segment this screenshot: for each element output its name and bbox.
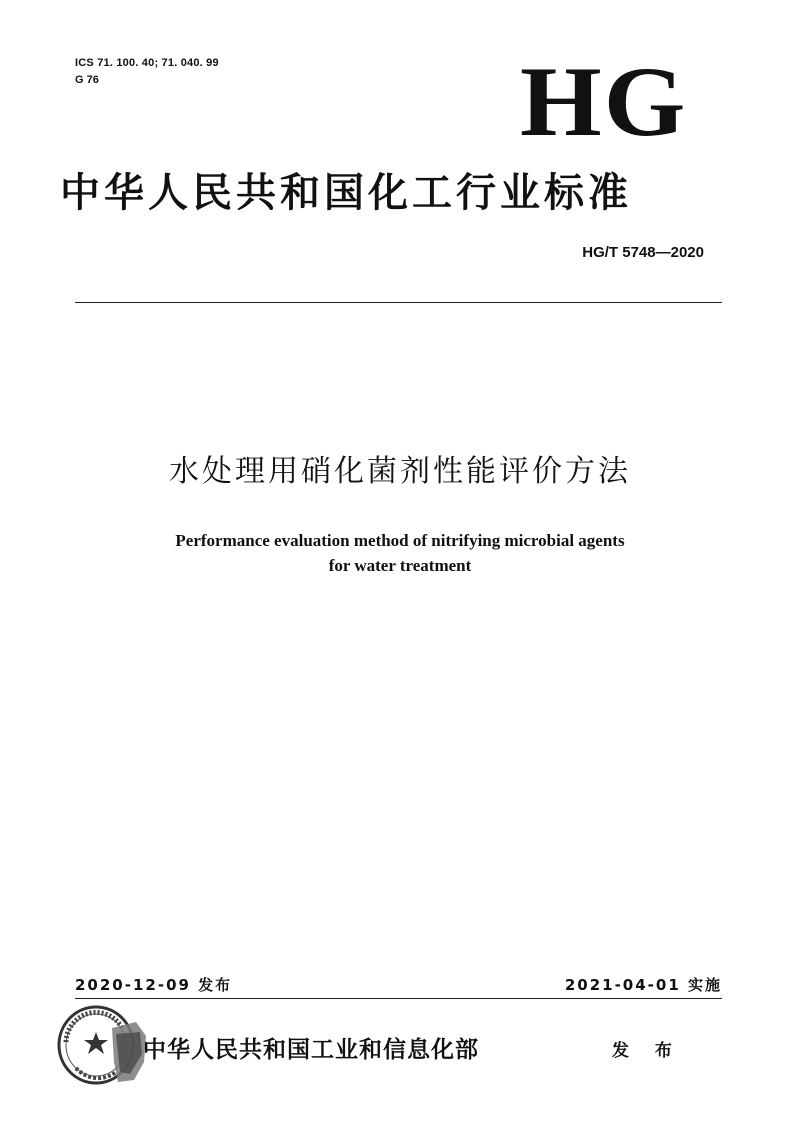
standard-category-title: 中华人民共和国化工行业标准 <box>60 170 632 216</box>
official-seal-icon <box>56 1002 152 1088</box>
ics-code: ICS 71. 100. 40; 71. 040. 99 <box>75 57 219 69</box>
top-divider <box>75 302 722 303</box>
document-title-chinese: 水处理用硝化菌剂性能评价方法 <box>169 454 631 489</box>
classification-code: G 76 <box>75 74 99 86</box>
implementation-date: 2021-04-01 实施 <box>564 976 722 994</box>
standard-number: HG/T 5748—2020 <box>582 244 704 261</box>
document-title-english-line1: Performance evaluation method of nitrifying microbial agents <box>175 531 625 550</box>
issue-date: 2020-12-09 发布 <box>75 976 233 994</box>
bottom-divider <box>75 998 722 999</box>
publish-label: 发 布 <box>612 1041 682 1061</box>
publisher-ministry: 中华人民共和国工业和信息化部 <box>143 1037 479 1063</box>
document-title-english-line2: for water treatment <box>328 556 472 575</box>
hg-logo: HG <box>520 46 688 157</box>
